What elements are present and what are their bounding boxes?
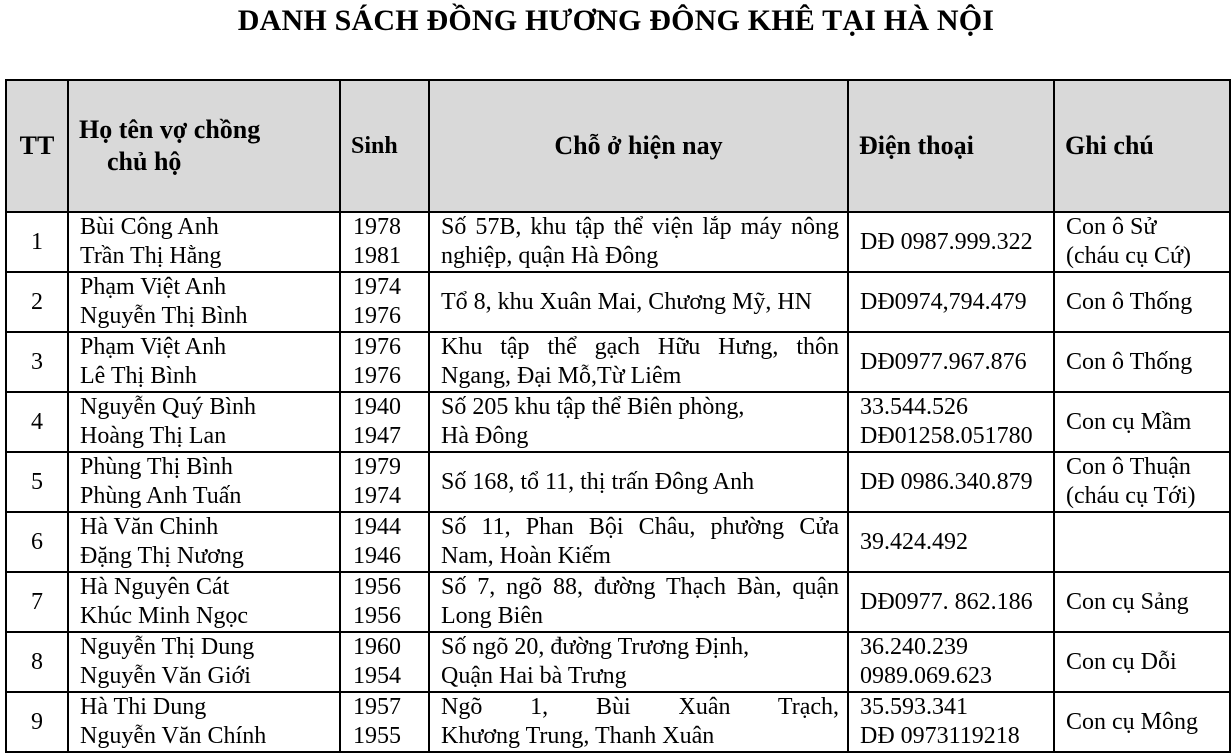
name-spouse-1: Bùi Công Anh <box>80 214 219 240</box>
row-phone <box>848 332 1054 392</box>
table-row <box>6 272 1230 332</box>
row-note <box>1054 692 1230 752</box>
table-row <box>6 512 1230 572</box>
header-row <box>6 80 1230 212</box>
header-name-line2: chủ hộ <box>107 147 182 176</box>
phone-line-2: DĐ0977.967.876 <box>860 348 1027 375</box>
name-spouse-2: Trần Thị Hằng <box>80 243 222 269</box>
row-phone <box>848 272 1054 332</box>
birth-year-1: 1976 <box>353 334 401 360</box>
header-note: Ghi chú <box>1054 80 1230 212</box>
table-row <box>6 392 1230 452</box>
birth-year-1: 1944 <box>353 514 401 540</box>
note-line-1: Con cụ Dỗi <box>1066 648 1177 675</box>
row-names <box>68 332 340 392</box>
birth-year-2: 1956 <box>353 603 401 629</box>
row-note <box>1054 392 1230 452</box>
note-line-1: Con cụ Mông <box>1066 708 1198 735</box>
name-spouse-1: Phạm Việt Anh <box>80 334 227 360</box>
row-note <box>1054 512 1230 572</box>
note-line-1: Con ô Thống <box>1066 288 1193 315</box>
name-spouse-1: Nguyễn Quý Bình <box>80 394 256 420</box>
birth-year-2: 1947 <box>353 423 401 449</box>
address-line-1: Số 168, tổ 11, thị trấn Đông Anh <box>441 468 755 495</box>
row-address <box>429 392 848 452</box>
row-address <box>429 452 848 512</box>
table-row <box>6 332 1230 392</box>
name-spouse-2: Nguyễn Văn Chính <box>80 723 267 749</box>
note-line-1: Con ô Thuận <box>1066 454 1191 480</box>
row-birth-years <box>340 212 429 272</box>
row-birth-years <box>340 692 429 752</box>
page-title: DANH SÁCH ĐỒNG HƯƠNG ĐÔNG KHÊ TẠI HÀ NỘI <box>237 4 995 37</box>
address-line-1: Khu tập thể gạch Hữu Hưng, thôn <box>441 334 839 360</box>
address-line-2: Hà Đông <box>441 423 529 449</box>
name-spouse-2: Khúc Minh Ngọc <box>80 603 248 629</box>
birth-year-1: 1940 <box>353 394 401 420</box>
row-address <box>429 272 848 332</box>
row-birth-years <box>340 452 429 512</box>
row-address <box>429 512 848 572</box>
row-number: 8 <box>6 632 68 692</box>
name-spouse-1: Hà Thi Dung <box>80 694 207 720</box>
name-spouse-2: Phùng Anh Tuấn <box>80 483 242 509</box>
row-phone <box>848 692 1054 752</box>
address-line-1: Số ngõ 20, đường Trương Định, <box>441 634 750 660</box>
address-line-1: Ngõ 1, Bùi Xuân Trạch, <box>441 694 839 720</box>
note-line-1: Con ô Sử <box>1066 214 1157 240</box>
phone-line-1: DĐ0974,794.479 <box>860 288 1027 315</box>
birth-year-2: 1946 <box>353 543 401 569</box>
row-birth-years <box>340 632 429 692</box>
phone-line-2: 0989.069.623 <box>860 663 992 689</box>
address-line-1: Số 57B, khu tập thể viện lắp máy nông <box>441 214 839 240</box>
phone-line-1: 36.240.239 <box>860 634 968 660</box>
row-names <box>68 392 340 452</box>
row-phone <box>848 632 1054 692</box>
birth-year-2: 1955 <box>353 723 401 749</box>
row-names <box>68 212 340 272</box>
address-line-2: Nam, Hoàn Kiếm <box>441 543 611 569</box>
name-spouse-1: Hà Nguyên Cát <box>80 574 230 600</box>
row-number: 7 <box>6 572 68 632</box>
header-name <box>68 80 340 212</box>
birth-year-1: 1979 <box>353 454 401 480</box>
header-birth-year: Sinh <box>340 80 429 212</box>
row-number: 4 <box>6 392 68 452</box>
name-spouse-1: Hà Văn Chinh <box>80 514 219 540</box>
name-spouse-2: Nguyễn Văn Giới <box>80 663 251 689</box>
row-birth-years <box>340 272 429 332</box>
phone-line-1: 33.544.526 <box>860 394 968 420</box>
birth-year-2: 1954 <box>353 663 401 689</box>
birth-year-1: 1956 <box>353 574 401 600</box>
row-phone <box>848 212 1054 272</box>
birth-year-2: 1976 <box>353 363 401 389</box>
address-line-1: Tổ 8, khu Xuân Mai, Chương Mỹ, HN <box>441 288 813 315</box>
phone-line-1: DĐ 0987.999.322 <box>860 228 1033 255</box>
header-tt: TT <box>6 80 68 212</box>
birth-year-1: 1974 <box>353 274 401 300</box>
row-number: 5 <box>6 452 68 512</box>
address-line-2: Quận Hai bà Trưng <box>441 663 627 689</box>
header-name-line1: Họ tên vợ chồng <box>79 115 261 144</box>
phone-line-1: DĐ 0986.340.879 <box>860 468 1033 495</box>
row-phone <box>848 452 1054 512</box>
row-address <box>429 632 848 692</box>
name-spouse-2: Lê Thị Bình <box>80 363 197 389</box>
row-names <box>68 452 340 512</box>
birth-year-1: 1957 <box>353 694 401 720</box>
note-line-1: Con cụ Sảng <box>1066 588 1189 615</box>
name-spouse-1: Phùng Thị Bình <box>80 454 233 480</box>
row-birth-years <box>340 512 429 572</box>
address-line-2: nghiệp, quận Hà Đông <box>441 243 659 269</box>
row-names <box>68 632 340 692</box>
name-spouse-1: Phạm Việt Anh <box>80 274 227 300</box>
row-number: 2 <box>6 272 68 332</box>
row-number: 6 <box>6 512 68 572</box>
row-birth-years <box>340 572 429 632</box>
birth-year-2: 1974 <box>353 483 401 509</box>
row-names <box>68 692 340 752</box>
table-row <box>6 632 1230 692</box>
phone-line-1: 35.593.341 <box>860 694 968 720</box>
table-row <box>6 212 1230 272</box>
birth-year-2: 1981 <box>353 243 401 269</box>
header-address: Chỗ ở hiện nay <box>429 80 848 212</box>
name-spouse-1: Nguyễn Thị Dung <box>80 634 255 660</box>
address-line-2: Long Biên <box>441 603 543 629</box>
address-line-2: Ngang, Đại Mỗ,Từ Liêm <box>441 363 682 389</box>
note-line-2: (cháu cụ Tới) <box>1066 483 1196 509</box>
note-line-2: (cháu cụ Cứ) <box>1066 243 1191 269</box>
note-line-1: Con ô Thống <box>1066 348 1193 375</box>
members-table <box>5 79 1231 753</box>
row-phone <box>848 572 1054 632</box>
row-note <box>1054 452 1230 512</box>
row-note <box>1054 212 1230 272</box>
row-address <box>429 212 848 272</box>
birth-year-1: 1960 <box>353 634 401 660</box>
note-line-1: Con cụ Mầm <box>1066 408 1192 435</box>
row-address <box>429 572 848 632</box>
name-spouse-2: Hoàng Thị Lan <box>80 423 227 449</box>
phone-line-1: 39.424.492 <box>860 528 968 555</box>
row-phone <box>848 392 1054 452</box>
row-names <box>68 572 340 632</box>
phone-line-1: DĐ0977. 862.186 <box>860 588 1033 615</box>
row-number: 3 <box>6 332 68 392</box>
header-phone: Điện thoại <box>848 80 1054 212</box>
row-number: 9 <box>6 692 68 752</box>
row-note <box>1054 572 1230 632</box>
row-note <box>1054 332 1230 392</box>
address-line-1: Số 11, Phan Bội Châu, phường Cửa <box>441 514 839 540</box>
birth-year-1: 1978 <box>353 214 401 240</box>
address-line-1: Số 7, ngõ 88, đường Thạch Bàn, quận <box>441 574 839 600</box>
row-number: 1 <box>6 212 68 272</box>
name-spouse-2: Nguyễn Thị Bình <box>80 303 248 329</box>
phone-line-2: DĐ 0973119218 <box>860 723 1020 749</box>
birth-year-2: 1976 <box>353 303 401 329</box>
name-spouse-2: Đặng Thị Nương <box>80 543 244 569</box>
phone-line-2: DĐ01258.051780 <box>860 423 1033 449</box>
row-note <box>1054 272 1230 332</box>
row-address <box>429 332 848 392</box>
row-names <box>68 272 340 332</box>
table-row <box>6 452 1230 512</box>
row-birth-years <box>340 332 429 392</box>
address-line-2: Khương Trung, Thanh Xuân <box>441 723 715 749</box>
table-row <box>6 692 1230 752</box>
row-names <box>68 512 340 572</box>
row-address <box>429 692 848 752</box>
address-line-1: Số 205 khu tập thể Biên phòng, <box>441 394 745 420</box>
row-phone <box>848 512 1054 572</box>
table-row <box>6 572 1230 632</box>
row-birth-years <box>340 392 429 452</box>
table-body <box>6 212 1230 752</box>
row-note <box>1054 632 1230 692</box>
